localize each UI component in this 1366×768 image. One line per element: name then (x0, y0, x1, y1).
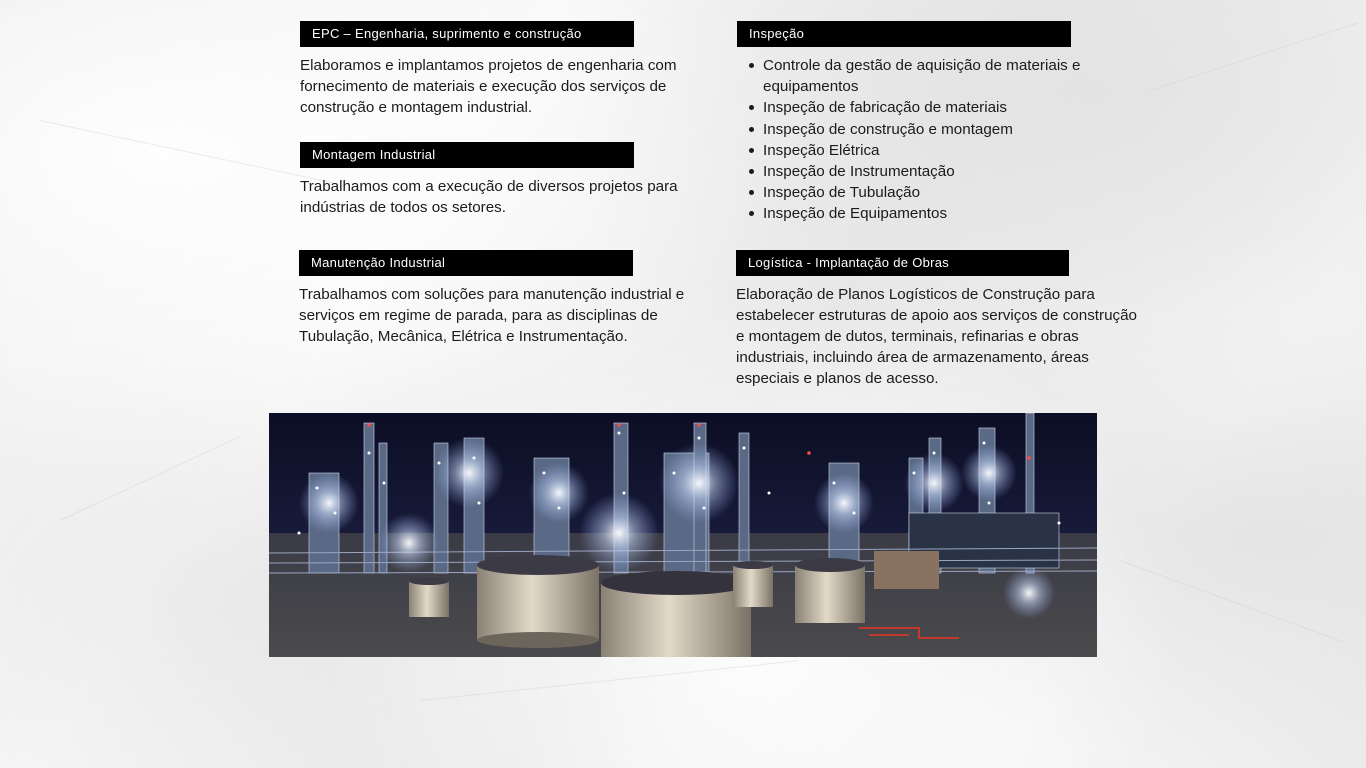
list-item: Inspeção de construção e montagem (763, 119, 1083, 140)
list-item: Inspeção de fabricação de materiais (763, 97, 1083, 118)
section-title-montagem: Montagem Industrial (300, 142, 634, 168)
section-title-inspecao: Inspeção (737, 21, 1071, 47)
paper-texture (40, 120, 334, 183)
paper-texture (1120, 560, 1346, 643)
paper-texture (60, 436, 242, 521)
section-title-logistica: Logística - Implantação de Obras (736, 250, 1069, 276)
section-title-manutencao: Manutenção Industrial (299, 250, 633, 276)
section-text-montagem: Trabalhamos com a execução de diversos projetos para indústrias de todos os setores. (300, 178, 678, 216)
section-text-manutencao: Trabalhamos com soluções para manutenção industrial e serviços em regime de parada, para as disciplinas de Tubulação, Mecânica, Elétrica e Instrumentação. (299, 286, 685, 345)
list-item: Inspeção de Equipamentos (763, 203, 1083, 224)
section-text-logistica: Elaboração de Planos Logísticos de Construção para estabelecer estruturas de apoio aos serviços de construção e montagem de dutos, terminais, refinarias e obras industriais, incluindo área de armazenamento, áreas especiais e planos de acesso. (736, 286, 1138, 387)
paper-texture (420, 660, 798, 701)
list-item: Inspeção de Tubulação (763, 182, 1083, 203)
inspection-list (737, 55, 1083, 225)
section-text-epc: Elaboramos e implantamos projetos de engenharia com fornecimento de materiais e execução dos serviços de construção e montagem industrial. (300, 57, 677, 116)
refinery-photo (269, 413, 1097, 657)
refinery-illustration (269, 413, 1097, 657)
paper-texture (1150, 22, 1360, 91)
section-title-epc: EPC – Engenharia, suprimento e construção (300, 21, 634, 47)
list-item: Inspeção de Instrumentação (763, 161, 1083, 182)
list-item: Controle da gestão de aquisição de materiais e equipamentos (763, 55, 1083, 97)
list-item: Inspeção Elétrica (763, 140, 1083, 161)
